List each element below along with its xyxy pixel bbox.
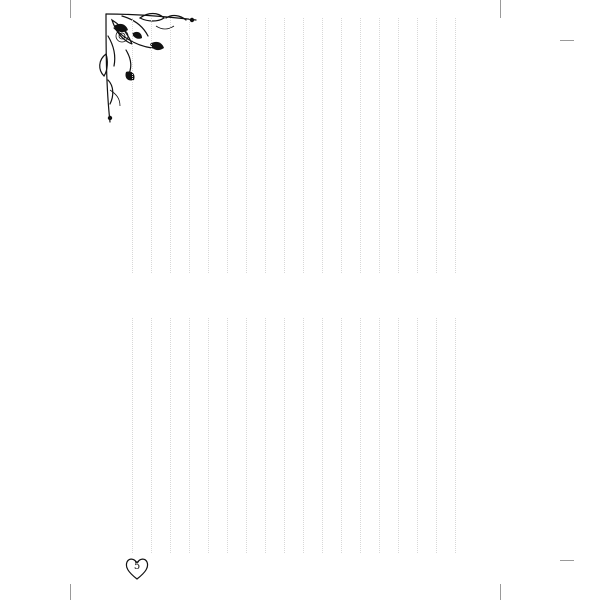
text-column <box>170 18 183 273</box>
text-column <box>455 18 468 273</box>
text-column <box>360 18 373 273</box>
text-column <box>227 318 240 553</box>
text-column <box>341 18 354 273</box>
text-column <box>436 18 449 273</box>
text-column <box>246 18 259 273</box>
page-number-badge <box>124 556 150 582</box>
trim-mark-top-right <box>500 0 501 18</box>
text-column <box>417 18 430 273</box>
text-column <box>398 18 411 273</box>
trim-mark-bottom-left <box>70 584 71 600</box>
text-column <box>151 318 164 553</box>
text-column <box>132 18 145 273</box>
text-column <box>322 18 335 273</box>
text-column <box>398 318 411 553</box>
trim-mark-right-bottom <box>560 560 574 561</box>
text-column <box>417 318 430 553</box>
text-column <box>265 318 278 553</box>
text-column <box>379 18 392 273</box>
text-column <box>132 318 145 553</box>
text-column <box>284 18 297 273</box>
text-column <box>379 318 392 553</box>
text-column <box>303 318 316 553</box>
text-column <box>170 318 183 553</box>
text-column <box>151 18 164 273</box>
text-column <box>246 318 259 553</box>
text-block-bottom <box>150 318 468 553</box>
text-column <box>322 318 335 553</box>
text-column <box>341 318 354 553</box>
text-block-top <box>150 18 468 273</box>
text-column <box>284 318 297 553</box>
text-column <box>455 318 468 553</box>
trim-mark-top-left <box>70 0 71 18</box>
text-column <box>303 18 316 273</box>
text-column <box>189 18 202 273</box>
text-column <box>265 18 278 273</box>
text-column <box>436 318 449 553</box>
text-column <box>208 18 221 273</box>
text-column <box>208 318 221 553</box>
text-column <box>227 18 240 273</box>
page-number: 5 <box>133 561 141 572</box>
trim-mark-bottom-right <box>500 584 501 600</box>
trim-mark-right-top <box>560 40 574 41</box>
text-column <box>360 318 373 553</box>
text-column <box>189 318 202 553</box>
